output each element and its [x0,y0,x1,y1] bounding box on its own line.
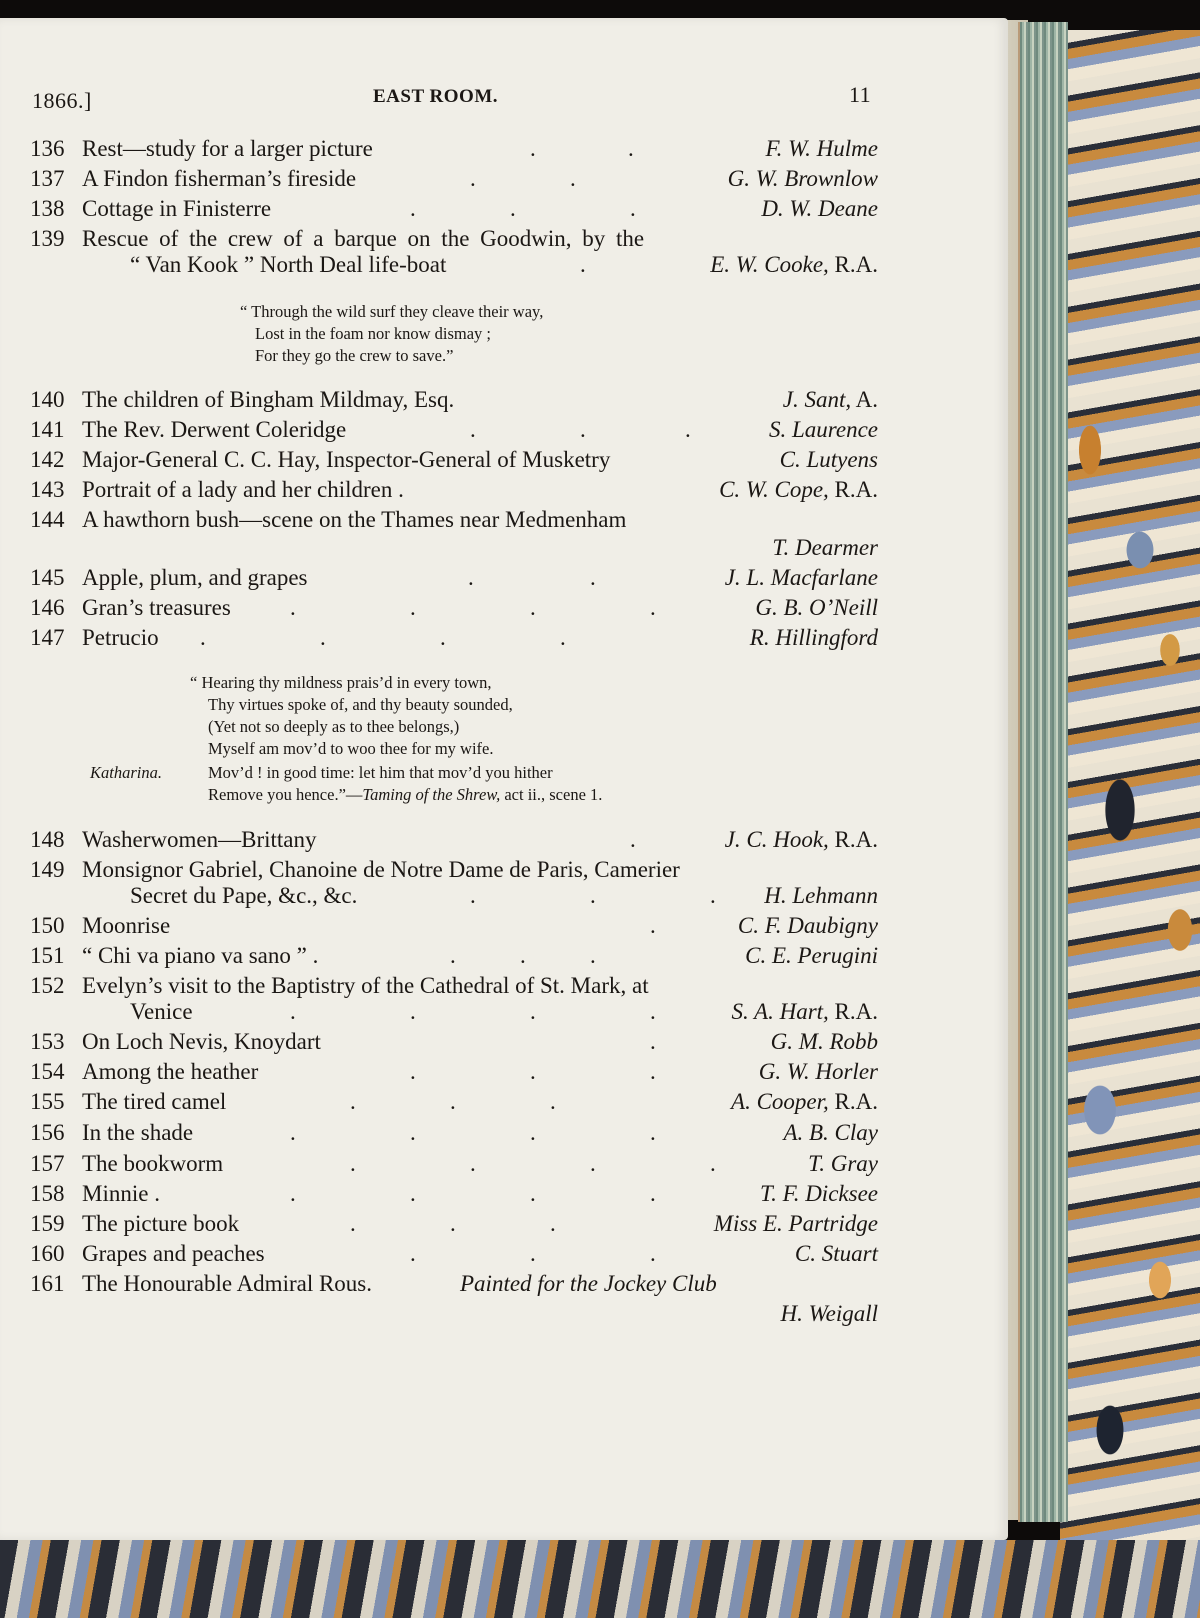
entry-suffix: R.A. [828,477,878,502]
verse-line: For they go the crew to save.” [255,346,454,365]
verse-line: Myself am mov’d to woo thee for my wife. [208,739,494,758]
entry-title: Minnie . [82,1181,160,1206]
entry-138 [30,195,878,223]
leader-dot: . [410,1120,416,1145]
entry-title: Evelyn’s visit to the Baptistry of the Cathedral of St. Mark, at [82,973,649,998]
leader-dot: . [630,827,636,852]
entry-161 [30,1270,878,1298]
entry-title: The children of Bingham Mildmay, Esq. [82,387,455,412]
leader-dot: . [650,595,656,620]
entry-artist: G. M. Robb [770,1029,878,1054]
entry-number: 157 [30,1151,65,1176]
leader-dot: . [710,1151,716,1176]
entry-number: 137 [30,166,65,191]
leader-dot: . [685,417,691,442]
entry-number: 143 [30,477,65,502]
entry-title: Rest—study for a larger picture [82,136,373,161]
entry-number: 153 [30,1029,65,1054]
entry-artist: J. L. Macfarlane [724,565,878,590]
entry-137 [30,165,878,193]
leader-dot: . [200,625,206,650]
entry-150 [30,912,878,940]
leader-dot: . [650,913,656,938]
header-year: 1866.] [32,88,92,113]
entry-number: 144 [30,507,65,532]
leader-dot: . [290,595,296,620]
entry-artist: R. Hillingford [749,625,878,650]
entry-number: 146 [30,595,65,620]
entry-title-cont: “ Van Kook ” North Deal life-boat [130,252,447,277]
entry-artist: G. W. Brownlow [727,166,878,191]
page-number: 11 [849,82,872,107]
entry-title: The tired camel [82,1089,227,1114]
entry-number: 136 [30,136,65,161]
leader-dot: . [350,1151,356,1176]
verse-line: act ii., scene 1. [500,785,603,804]
entry-title: A Findon fisherman’s fireside [82,166,357,191]
leader-dot: . [520,943,526,968]
leader-dot: . [410,1241,416,1266]
entry-number: 155 [30,1089,65,1114]
entry-151 [30,942,878,970]
entry-title: Grapes and peaches [82,1241,265,1266]
leader-dot: . [650,999,656,1024]
leader-dot: . [530,1181,536,1206]
verse-line: Remove you hence.”— [208,785,363,804]
leader-dot: . [650,1120,656,1145]
leader-dot: . [530,595,536,620]
entry-number: 142 [30,447,65,472]
entry-number: 156 [30,1120,65,1145]
entry-title: Monsignor Gabriel, Chanoine de Notre Dame de Paris, Camerier [82,857,680,882]
entry-artist: J. Sant, [782,387,852,412]
leader-dot: . [450,1089,456,1114]
verse-line: (Yet not so deeply as to thee belongs,) [208,717,460,736]
entry-149 [30,856,878,884]
entry-artist: A. Cooper, [731,1089,829,1114]
leader-dot: . [650,1181,656,1206]
entry-159 [30,1210,878,1238]
entry-title: Gran’s treasures [82,595,231,620]
entry-note: Painted for the Jockey Club [460,1271,717,1296]
entry-suffix: R.A. [828,827,878,852]
entry-artist: G. W. Horler [758,1059,878,1084]
entry-title: Portrait of a lady and her children . [82,477,404,502]
entry-number: 150 [30,913,65,938]
entry-number: 161 [30,1271,65,1296]
entry-number: 159 [30,1211,65,1236]
entry-artist: D. W. Deane [761,196,878,221]
leader-dot: . [560,625,566,650]
leader-dot: . [530,999,536,1024]
leader-dot: . [580,252,586,277]
entry-161-artist [30,1300,878,1328]
entry-152-cont [30,998,878,1026]
leader-dot: . [580,417,586,442]
leader-dot: . [290,999,296,1024]
leader-dot: . [530,1120,536,1145]
verse-line: “ Through the wild surf they cleave their way, [240,302,544,321]
entry-title: Moonrise [82,913,171,938]
entry-155 [30,1088,878,1116]
leader-dot: . [530,1241,536,1266]
entry-artist: C. E. Perugini [745,943,878,968]
entry-suffix: R.A. [828,999,878,1024]
header-room: EAST ROOM. [373,86,499,107]
entry-artist: C. F. Daubigny [737,913,878,938]
entry-157 [30,1150,878,1178]
entry-number: 140 [30,387,65,412]
marbled-edge [1060,30,1200,1570]
entry-number: 158 [30,1181,65,1206]
entry-suffix: R.A. [828,1089,878,1114]
catalogue-page [0,18,1008,1540]
leader-dot: . [628,136,634,161]
entry-title: In the shade [82,1120,194,1145]
entry-artist: H. Lehmann [764,883,878,908]
entry-number: 152 [30,973,65,998]
leader-dot: . [590,943,596,968]
entry-title: Rescue of the crew of a barque on the Goodwin, by the [82,226,645,251]
entry-title: The Rev. Derwent Coleridge [82,417,347,442]
entry-title: Major-General C. C. Hay, Inspector-General of Musketry [82,447,611,472]
entry-140 [30,386,878,414]
leader-dot: . [410,595,416,620]
leader-dot: . [410,1181,416,1206]
entry-141 [30,416,878,444]
entry-artist: G. B. O’Neill [755,595,878,620]
leader-dot: . [350,1089,356,1114]
leader-dot: . [550,1211,556,1236]
entry-152 [30,972,878,1000]
leader-dot: . [530,136,536,161]
entry-artist: S. Laurence [768,417,878,442]
entry-156 [30,1119,878,1147]
entry-144 [30,506,878,534]
leader-dot: . [320,625,326,650]
entry-number: 141 [30,417,65,442]
entry-title-cont: Venice [130,999,193,1024]
entry-title: Cottage in Finisterre [82,196,272,221]
entry-artist: A. B. Clay [783,1120,878,1145]
entry-title: The bookworm [82,1151,224,1176]
entry-number: 147 [30,625,65,650]
entry-number: 145 [30,565,65,590]
leader-dot: . [290,1120,296,1145]
leader-dot: . [410,1059,416,1084]
entry-title: A hawthorn bush—scene on the Thames near Medmenham [82,507,627,532]
entry-143 [30,476,878,504]
leader-dot: . [468,565,474,590]
verse-speaker: Katharina. [90,763,162,782]
entry-148 [30,826,878,854]
entry-suffix: R.A. [828,252,878,277]
entry-139 [30,225,878,253]
entry-154 [30,1058,878,1086]
verse-line: Mov’d ! in good time: let him that mov’d you hither [208,763,553,782]
leader-dot: . [630,196,636,221]
entry-142 [30,446,878,474]
leader-dot: . [650,1059,656,1084]
verse-line: “ Hearing thy mildness prais’d in every town, [190,673,492,692]
entry-title-cont: Secret du Pape, &c., &c. [130,883,358,908]
leader-dot: . [440,625,446,650]
entry-title: On Loch Nevis, Knoydart [82,1029,321,1054]
entry-number: 138 [30,196,65,221]
leader-dot: . [650,1029,656,1054]
leader-dot: . [350,1211,356,1236]
leader-dot: . [510,196,516,221]
entry-artist: T. Gray [808,1151,878,1176]
entry-artist: H. Weigall [780,1301,878,1326]
entry-title: The Honourable Admiral Rous. [82,1271,373,1296]
work-title: Taming of the Shrew, [362,785,501,804]
entry-artist: J. C. Hook, [724,827,829,852]
entry-title: Washerwomen—Brittany [82,827,317,852]
entry-title: Apple, plum, and grapes [82,565,308,590]
entry-145 [30,564,878,592]
entry-160 [30,1240,878,1268]
entry-artist: C. Lutyens [779,447,878,472]
entry-title: Among the heather [82,1059,259,1084]
entry-title: The picture book [82,1211,240,1236]
entry-artist: S. A. Hart, [731,999,829,1024]
fore-edge [1018,22,1068,1522]
verse-line: Thy virtues spoke of, and thy beauty sounded, [208,695,513,714]
leader-dot: . [470,166,476,191]
leader-dot: . [590,565,596,590]
entry-artist: T. F. Dicksee [760,1181,878,1206]
leader-dot: . [530,1059,536,1084]
entry-number: 139 [30,226,65,251]
leader-dot: . [410,999,416,1024]
leader-dot: . [710,883,716,908]
entry-suffix: A. [851,387,878,412]
entry-artist: C. W. Cope, [719,477,829,502]
entry-artist: C. Stuart [794,1241,878,1266]
entry-artist: E. W. Cooke, [710,252,829,277]
entry-artist: Miss E. Partridge [713,1211,878,1236]
entry-144-artist [30,534,878,562]
verse-line: Lost in the foam nor know dismay ; [255,324,492,343]
entry-number: 160 [30,1241,65,1266]
leader-dot: . [410,196,416,221]
marbled-bottom [0,1540,1200,1618]
entry-artist: F. W. Hulme [765,136,878,161]
leader-dot: . [470,1151,476,1176]
entry-number: 151 [30,943,65,968]
entry-139-cont [30,251,878,279]
leader-dot: . [590,883,596,908]
entry-artist: T. Dearmer [772,535,878,560]
entry-146 [30,594,878,622]
verse-citation [208,784,602,806]
leader-dot: . [290,1181,296,1206]
leader-dot: . [450,943,456,968]
entry-149-cont [30,882,878,910]
leader-dot: . [470,883,476,908]
entry-number: 154 [30,1059,65,1084]
leader-dot: . [570,166,576,191]
entry-153 [30,1028,878,1056]
leader-dot: . [650,1241,656,1266]
entry-number: 149 [30,857,65,882]
entry-title: “ Chi va piano va sano ” . [82,943,319,968]
entry-title: Petrucio [82,625,159,650]
leader-dot: . [550,1089,556,1114]
leader-dot: . [470,417,476,442]
entry-147 [30,624,878,652]
leader-dot: . [590,1151,596,1176]
entry-number: 148 [30,827,65,852]
leader-dot: . [450,1211,456,1236]
entry-136 [30,135,878,163]
entry-158 [30,1180,878,1208]
